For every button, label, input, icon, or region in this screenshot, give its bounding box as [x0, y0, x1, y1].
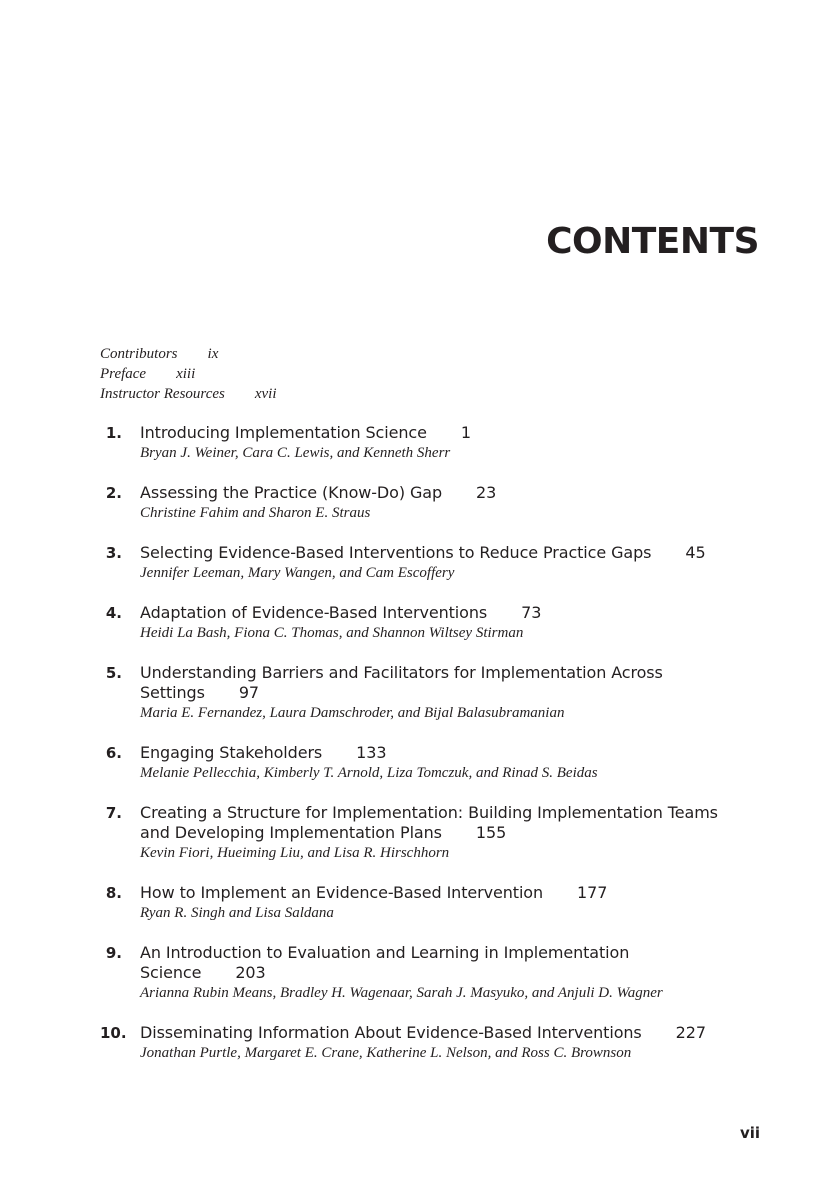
chapter-entry-9[interactable]: [100, 943, 765, 1003]
chapter-title-line: [140, 883, 765, 903]
chapter-title-line: [140, 943, 720, 983]
chapter-number: 6.: [105, 744, 122, 762]
front-matter-label: Preface: [100, 366, 147, 382]
chapter-page: 133: [356, 743, 387, 762]
chapter-number: 3.: [105, 544, 122, 562]
chapter-entry-6[interactable]: [100, 743, 765, 783]
chapter-entry-8[interactable]: [100, 883, 765, 923]
chapter-entry-5[interactable]: [100, 663, 765, 723]
chapter-number: 8.: [105, 884, 122, 902]
chapter-title: Assessing the Practice (Know-Do) Gap: [140, 483, 443, 502]
chapter-authors: Arianna Rubin Means, Bradley H. Wagenaar, Sarah J. Masyuko, and Anjuli D. Wagner: [140, 985, 663, 1001]
chapter-authors: Kevin Fiori, Hueiming Liu, and Lisa R. Hirschhorn: [140, 845, 450, 861]
page-number: vii: [739, 1124, 760, 1142]
chapter-title: How to Implement an Evidence-Based Intervention: [140, 883, 544, 902]
front-matter-list: [100, 344, 277, 404]
chapter-page: 45: [685, 543, 706, 562]
chapter-title: An Introduction to Evaluation and Learning in Implementation Science: [140, 943, 630, 982]
chapter-page: 97: [238, 683, 259, 702]
chapter-number: 5.: [105, 664, 122, 682]
chapter-title: Understanding Barriers and Facilitators for Implementation Across Settings: [140, 663, 663, 702]
front-matter-label: Contributors: [100, 346, 178, 362]
chapter-page: 73: [521, 603, 542, 622]
chapter-title: Engaging Stakeholders: [140, 743, 323, 762]
chapter-number: 7.: [105, 804, 122, 822]
chapter-number: 9.: [105, 944, 122, 962]
chapter-page: 155: [475, 823, 507, 842]
chapter-title-line: [140, 803, 750, 843]
chapter-authors: Christine Fahim and Sharon E. Straus: [140, 505, 371, 521]
chapter-title-line: [140, 663, 700, 703]
chapter-title: Selecting Evidence-Based Interventions to Reduce Practice Gaps: [140, 543, 652, 562]
chapter-list: [100, 423, 765, 1083]
chapter-page: 1: [460, 423, 471, 442]
front-matter-item-contributors[interactable]: [100, 344, 277, 364]
front-matter-label: Instructor Resources: [100, 386, 225, 402]
chapter-authors: Melanie Pellecchia, Kimberly T. Arnold, Liza Tomczuk, and Rinad S. Beidas: [140, 765, 598, 781]
chapter-page: 227: [675, 1023, 706, 1042]
chapter-entry-4[interactable]: [100, 603, 765, 643]
front-matter-page: ix: [207, 346, 219, 362]
chapter-entry-1[interactable]: [100, 423, 765, 463]
front-matter-page: xiii: [176, 366, 196, 382]
chapter-title: Introducing Implementation Science: [140, 423, 427, 442]
chapter-entry-7[interactable]: [100, 803, 765, 863]
chapter-entry-3[interactable]: [100, 543, 765, 583]
chapter-title-line: [140, 1023, 765, 1043]
front-matter-page: xvii: [254, 386, 277, 402]
chapter-title: Creating a Structure for Implementation: Building Implementation Teams and Developing Implementation Plans: [140, 803, 718, 842]
chapter-page: 203: [235, 963, 266, 982]
chapter-title-line: [140, 423, 765, 443]
chapter-authors: Jonathan Purtle, Margaret E. Crane, Katherine L. Nelson, and Ross C. Brownson: [140, 1045, 632, 1061]
front-matter-item-instructor-resources[interactable]: [100, 384, 277, 404]
chapter-entry-2[interactable]: [100, 483, 765, 523]
chapter-authors: Maria E. Fernandez, Laura Damschroder, and Bijal Balasubramanian: [140, 705, 565, 721]
page-title: CONTENTS: [546, 221, 759, 262]
chapter-page: 177: [577, 883, 608, 902]
chapter-authors: Ryan R. Singh and Lisa Saldana: [140, 905, 334, 921]
chapter-authors: Bryan J. Weiner, Cara C. Lewis, and Kenneth Sherr: [140, 445, 451, 461]
chapter-number: 1.: [105, 424, 122, 442]
chapter-title-line: [140, 603, 765, 623]
chapter-authors: Heidi La Bash, Fiona C. Thomas, and Shannon Wiltsey Stirman: [140, 625, 524, 641]
chapter-number: 4.: [105, 604, 122, 622]
chapter-number: 2.: [105, 484, 122, 502]
chapter-title-line: [140, 543, 765, 563]
chapter-authors: Jennifer Leeman, Mary Wangen, and Cam Escoffery: [140, 565, 455, 581]
chapter-title: Adaptation of Evidence-Based Interventions: [140, 603, 488, 622]
chapter-title-line: [140, 483, 765, 503]
chapter-entry-10[interactable]: [100, 1023, 765, 1063]
front-matter-item-preface[interactable]: [100, 364, 277, 384]
chapter-number: 10.: [100, 1024, 127, 1042]
chapter-title-line: [140, 743, 765, 763]
chapter-title: Disseminating Information About Evidence-Based Interventions: [140, 1023, 642, 1042]
chapter-page: 23: [476, 483, 497, 502]
